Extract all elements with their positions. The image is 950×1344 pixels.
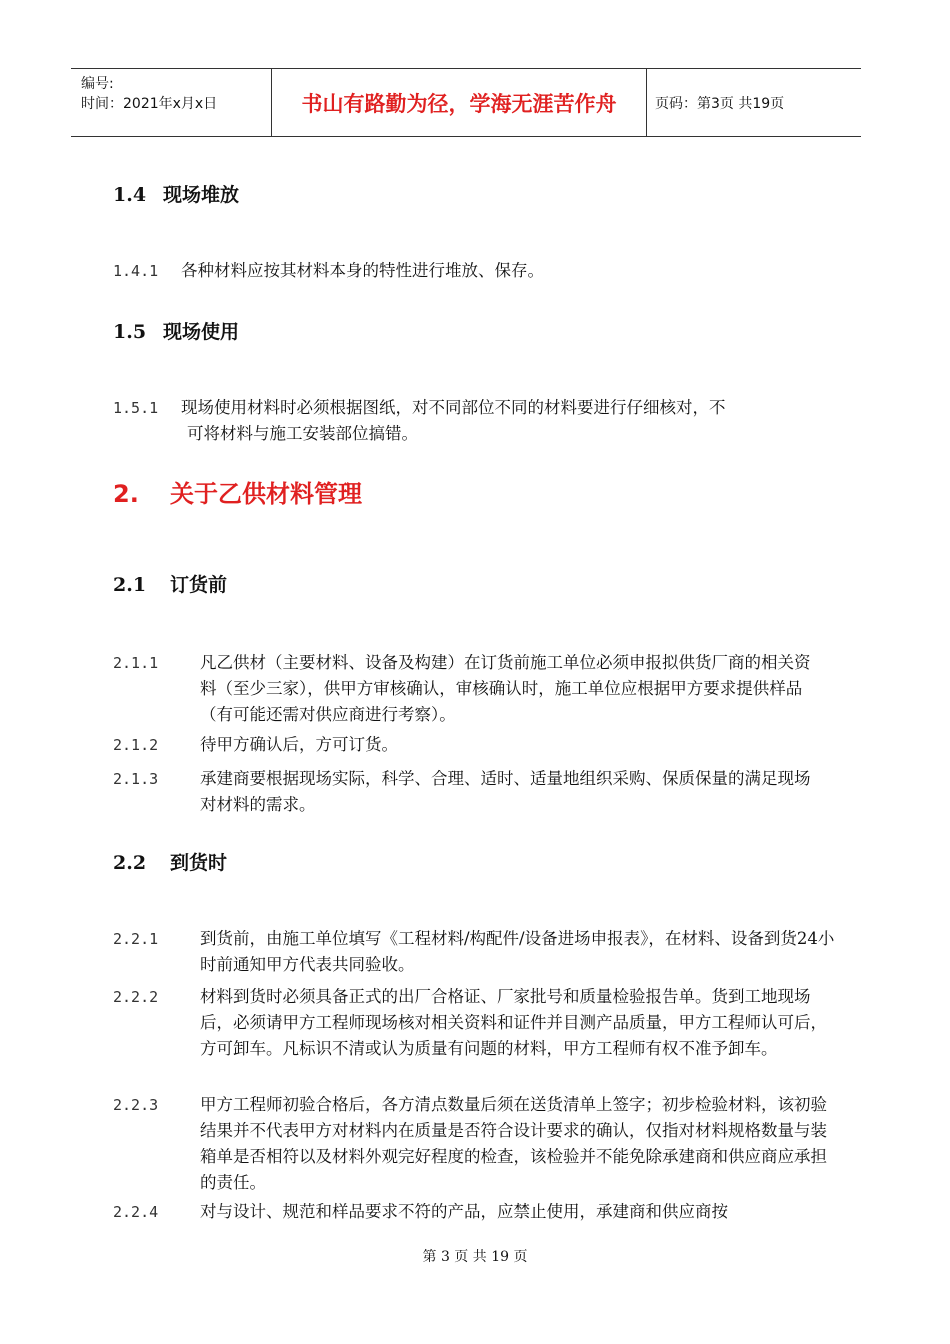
clause-number: 2.2.3: [113, 1096, 159, 1114]
heading-title: 关于乙供材料管理: [170, 480, 362, 508]
heading-title: 现场使用: [163, 321, 240, 343]
clause-number: 2.2.2: [113, 988, 159, 1006]
clause-text: 材料到货时必须具备正式的出厂合格证、厂家批号和质量检验报告单。货到工地现场后，必须请甲方工程师现场核对相关资料和证件并目测产品质量，甲方工程师认可后，方可卸车。凡标识不清或认为质量有问题的材料，甲方工程师有权不准予卸车。: [200, 987, 827, 1058]
heading-number: 1.5: [113, 321, 147, 343]
clause-text: 承建商要根据现场实际，科学、合理、适时、适量地组织采购、保质保量的满足现场对材料的需求。: [200, 769, 811, 814]
doc-time-label: 时间：2021年x月x日: [81, 96, 218, 112]
clause-text: 甲方工程师初验合格后，各方清点数量后须在送货清单上签字；初步检验材料，该初验结果并不代表甲方对材料内在质量是否符合设计要求的确认，仅指对材料规格数量与装箱单是否相符以及材料外观完好程度的检查，该检验并不能免除承建商和供应商应承担的责任。: [200, 1095, 827, 1192]
heading-2-2: [113, 848, 227, 875]
page-footer: 第 3 页 共 19 页: [422, 1249, 528, 1265]
heading-2-1: [113, 570, 227, 597]
heading-1-4: [113, 180, 239, 207]
clause-number: 1.4.1: [113, 262, 159, 280]
clause-text: 待甲方确认后，方可订货。: [200, 735, 398, 754]
clause-number: 2.2.1: [113, 930, 159, 948]
heading-title: 订货前: [170, 574, 228, 596]
clause-number: 2.1.2: [113, 736, 159, 754]
clause-text: 到货前，由施工单位填写《工程材料/构配件/设备进场申报表》，在材料、设备到货24小时前通知甲方代表共同验收。: [200, 929, 835, 974]
heading-number: 2.: [113, 480, 139, 508]
heading-number: 2.2: [113, 852, 147, 874]
header-slogan: 书山有路勤为径，学海无涯苦作舟: [272, 69, 647, 136]
clause-text: 对与设计、规范和样品要求不符的产品，应禁止使用，承建商和供应商按: [200, 1202, 728, 1221]
heading-number: 2.1: [113, 574, 147, 596]
heading-1-5: [113, 317, 239, 344]
clause-text-line2: 可将材料与施工安装部位搞错。: [187, 424, 418, 443]
clause-number: 1.5.1: [113, 399, 159, 417]
clause-number: 2.1.3: [113, 770, 159, 788]
clause-number: 2.2.4: [113, 1203, 159, 1221]
doc-number-label: 编号:: [81, 76, 114, 92]
heading-number: 1.4: [113, 184, 147, 206]
heading-2: [113, 474, 362, 509]
heading-title: 现场堆放: [163, 184, 240, 206]
clause-text: 各种材料应按其材料本身的特性进行堆放、保存。: [181, 261, 544, 280]
heading-title: 到货时: [170, 852, 228, 874]
header-page-info: 页码：第3页 共19页: [655, 95, 785, 112]
header-meta: [71, 69, 272, 136]
clause-text-line1: 现场使用材料时必须根据图纸，对不同部位不同的材料要进行仔细核对，不: [181, 398, 726, 417]
page-header: [71, 68, 861, 137]
clause-number: 2.1.1: [113, 654, 159, 672]
clause-text: 凡乙供材（主要材料、设备及构建）在订货前施工单位必须申报拟供货厂商的相关资料（至少三家），供甲方审核确认，审核确认时，施工单位应根据甲方要求提供样品（有可能还需对供应商进行考察）。: [200, 653, 811, 724]
